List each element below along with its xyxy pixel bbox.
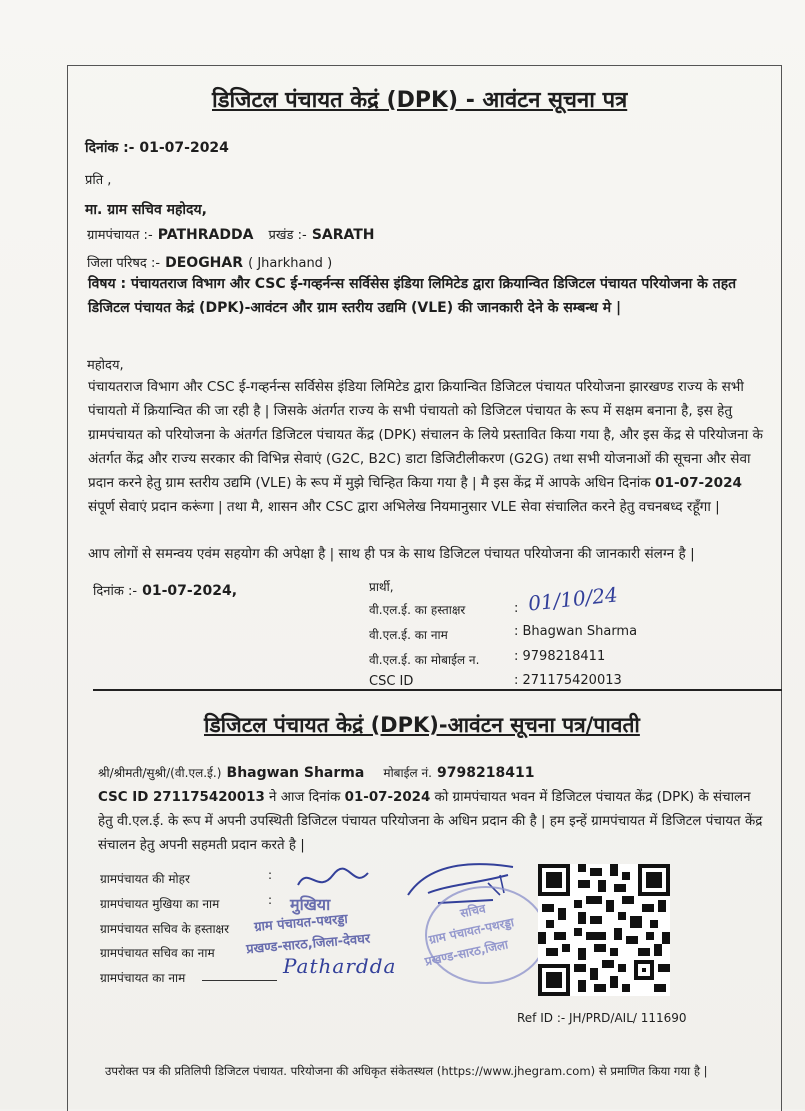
letter-date: दिनांक :- 01-07-2024: [85, 140, 229, 156]
applicant-label: प्रार्थी,: [369, 580, 394, 594]
vle-name-label: वी.एल.ई. का नाम: [369, 628, 448, 642]
secretary-stamp-line1: सचिव: [458, 901, 487, 921]
receipt-paragraph: [98, 786, 768, 858]
ref-id: Ref ID :- JH/PRD/AIL/ 111690: [517, 1011, 687, 1025]
mobile-label: मोबाईल नं.: [383, 766, 432, 780]
cooperation-line: आप लोगों से समन्वय एवंम सहयोग की अपेक्षा है | साथ ही पत्र के साथ डिजिटल पंचायत परियोजना की जानकारी संलग्न है |: [88, 546, 695, 562]
salutation: महोदय,: [87, 358, 124, 373]
secretary-stamp-line3: प्रखण्ड-सारठ,जिला: [423, 937, 510, 969]
mukhiya-stamp-line1: मुखिया: [290, 895, 331, 914]
body-date: 01-07-2024: [655, 475, 742, 491]
vle-mobile-label: वी.एल.ई. का मोबाईल न.: [369, 653, 480, 667]
vle-sig-colon: :: [514, 601, 519, 616]
vle-sig-label: वी.एल.ई. का हस्ताक्षर: [369, 603, 466, 617]
receipt-para-rest: को ग्रामपंचायत भवन में डिजिटल पंचायत केंद्र (DPK) के संचालन हेतु वी.एल.ई. के रूप में अपनी उपस्थिती डिजिटल पंचायत परियोजना के अधिन प्रदान की है | हम इन्हें ग्रामपंचायत में डिजिटल पंचायत केंद्र संचालन हेतु अपनी सहमती प्रदान करते है |: [98, 790, 763, 853]
gp-name-label: ग्रामपंचायत का नाम: [100, 971, 186, 985]
date2-row: [93, 580, 237, 599]
vle-name-value: : Bhagwan Sharma: [514, 624, 638, 639]
mukhiya-stamp-line2: ग्राम पंचायत-पथरड्डा: [253, 911, 349, 936]
receipt-name-row: [98, 762, 534, 781]
addressee: मा. ग्राम सचिव महोदय,: [85, 202, 207, 218]
letter-title: डिजिटल पंचायत केद्रं (DPK) - आवंटन सूचना पत्र: [212, 88, 628, 113]
vle-name: Bhagwan Sharma: [226, 765, 365, 781]
district-row: [87, 252, 332, 271]
date2-label: दिनांक :-: [93, 584, 138, 599]
date2-value: 01-07-2024,: [142, 583, 238, 599]
handwritten-gp-name: Pathardda: [283, 954, 397, 978]
block-value: SARATH: [311, 227, 375, 243]
body-text-after: संपूर्ण सेवाएं प्रदान करूंगा | तथा मै, शासन और CSC द्वारा अभिलेख नियमानुसार VLE सेवा संचालित करने हेतु वचनबध्द रहूँगा |: [88, 499, 720, 515]
district-label: जिला परिषद :-: [87, 256, 161, 271]
prati-text: प्रति ,: [85, 173, 112, 188]
qr-code: [538, 864, 670, 996]
receipt-date: 01-07-2024: [344, 790, 431, 805]
gp-value: PATHRADDA: [157, 227, 254, 243]
letter-body: [88, 375, 768, 519]
receipt-para-mid: ने आज दिनांक: [264, 790, 345, 805]
gp-name-underline: [202, 980, 277, 981]
body-text-before: पंचायतराज विभाग और CSC ई-गव्हर्नन्स सर्विसेस इंडिया लिमिटेड द्वारा क्रियान्वित डिजिटल पंचायत परियोजना झारखण्ड राज्य के सभी पंचायतो में क्रियान्वित की जा रही है | जिसके अंतर्गत राज्य के सभी पंचायतो को डिजिटल पंचायत के रूप में सक्षम बनाना है, इस हेतु ग्रामपंचायत को परियोजना के अंतर्गत डिजिटल पंचायत केंद्र (DPK) संचालन के लिये प्रस्तावित किया गया है, और इस केंद्र से परियोजना के अंतर्गत केंद्र और राज्य सरकार की विभिन्न सेवाएं (G2C, B2C) डाटा डिजिटीलीकरण (G2G) तथा सभी योजनाओं की सूचना और सेवा प्रदान करने हेतु ग्राम स्तरीय उद्यमि (VLE) के रूप में मुझे चिन्हित किया गया है | मै इस केंद्र में आपके अधिन दिनांक: [88, 379, 763, 491]
mukhiya-stamp-line3: प्रखण्ड-सारठ,जिला-देवघर: [245, 931, 371, 958]
name-prefix: श्री/श्रीमती/सुश्री/(वी.एल.ई.): [98, 766, 222, 780]
secretary-name-label: ग्रामपंचायत सचिव का नाम: [100, 946, 215, 960]
mobile-value: 9798218411: [437, 765, 535, 781]
district-value: DEOGHAR: [165, 255, 244, 271]
csc-id-value: : 271175420013: [514, 673, 622, 688]
vle-signature: 01/10/24: [526, 582, 619, 616]
secretary-stamp-line2: ग्राम पंचायत-पथरड्डा: [427, 915, 516, 947]
mukhiya-colon: :: [268, 893, 273, 907]
district-state: ( Jharkhand ): [248, 256, 333, 271]
block-label: प्रखंड :-: [268, 228, 307, 243]
seal-colon: :: [268, 868, 273, 882]
seal-label: ग्रामपंचायत की मोहर: [100, 872, 190, 886]
csc-id-label: CSC ID: [369, 674, 414, 689]
gp-label: ग्रामपंचायत :-: [87, 228, 153, 243]
section-divider: [93, 689, 782, 691]
receipt-csc-id: CSC ID 271175420013: [98, 790, 265, 805]
vle-mobile-value: : 9798218411: [514, 649, 606, 664]
gp-row: [87, 224, 375, 243]
receipt-title: डिजिटल पंचायत केद्रं (DPK)-आवंटन सूचना पत्र/पावती: [204, 713, 640, 737]
footer-note: उपरोक्त पत्र की प्रतिलिपी डिजिटल पंचायत. परियोजना की अधिकृत संकेतस्थल (https://www.jhegram.com) से प्रमाणित किया गया है |: [105, 1064, 708, 1078]
subject-line: विषय : पंचायतराज विभाग और CSC ई-गव्हर्नन्स सर्विसेस इंडिया लिमिटेड द्वारा क्रियान्वित डिजिटल पंचायत परियोजना के तहत डिजिटल पंचायत केद्रं (DPK)-आवंटन और ग्राम स्तरीय उद्यमि (VLE) की जानकारी देने के सम्बन्ध मे |: [88, 276, 737, 316]
mukhiya-label: ग्रामपंचायत मुखिया का नाम: [100, 897, 220, 911]
secretary-sig-label: ग्रामपंचायत सचिव के हस्ताक्षर: [100, 922, 230, 936]
